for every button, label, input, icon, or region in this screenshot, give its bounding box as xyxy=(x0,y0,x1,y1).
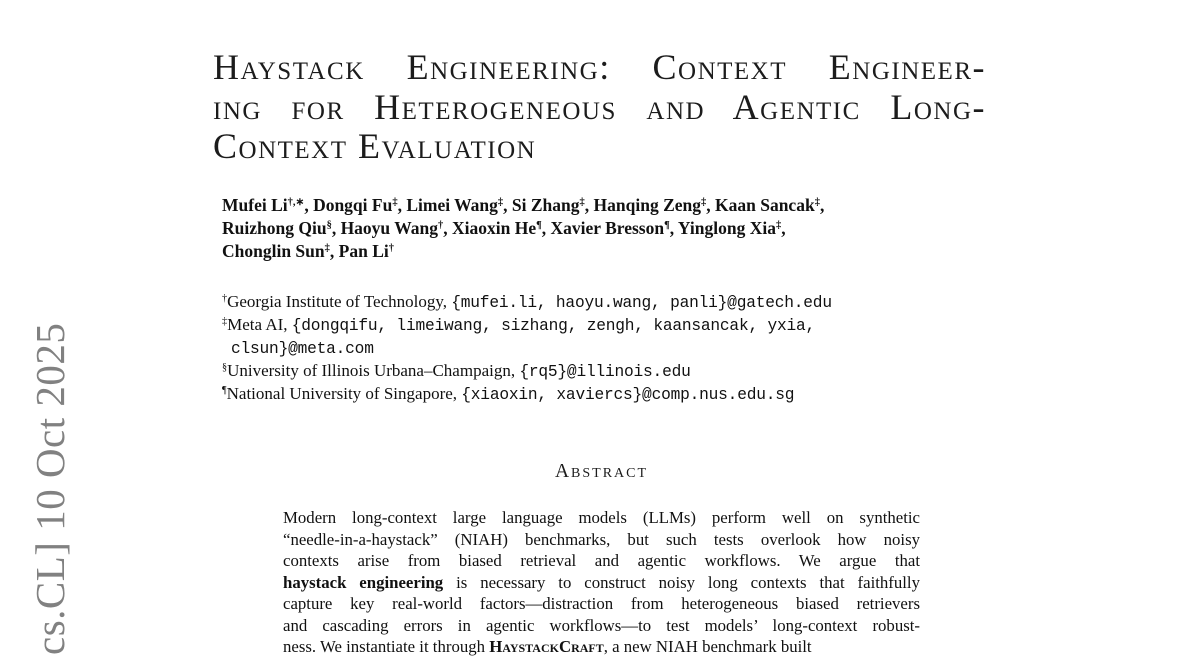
author-superscript: ¶ xyxy=(664,220,670,232)
author-superscript: ‡ xyxy=(701,197,707,209)
author-separator: , xyxy=(706,195,715,215)
abstract-heading: Abstract xyxy=(554,461,649,482)
affiliation-institution: Georgia Institute of Technology, xyxy=(227,292,452,311)
abstract-line-5 xyxy=(283,593,920,615)
abstract-text-segment: Modern long-context large language models (LLMs) perform well on synthetic xyxy=(283,508,920,527)
affiliation-superscript: § xyxy=(222,362,228,374)
author-superscript: ¶ xyxy=(536,220,542,232)
title-line-1: Haystack Engineering: Context Engineer- xyxy=(213,47,986,87)
affiliation-line-1 xyxy=(222,291,832,314)
author-superscript: ‡ xyxy=(814,197,820,209)
affiliation-line-3 xyxy=(231,337,832,360)
abstract-text-segment: “needle-in-a-haystack” (NIAH) benchmarks, but such tests overlook how noisy xyxy=(283,529,920,549)
author-name: Xavier Bresson xyxy=(550,218,665,238)
affiliation-superscript: ‡ xyxy=(222,316,228,328)
author-superscript: § xyxy=(326,220,332,232)
abstract-text-segment: , a new NIAH benchmark built xyxy=(603,637,812,656)
author-name: Si Zhang xyxy=(511,195,580,215)
abstract-text-segment: HaystackCraft xyxy=(489,637,604,656)
affiliation-line-5 xyxy=(222,383,832,406)
author-name: Yinglong Xia xyxy=(677,218,776,238)
author-name: Xiaoxin He xyxy=(451,218,537,238)
author-block xyxy=(222,194,824,263)
abstract-text-segment: contexts arise from biased retrieval and agentic workflows. We argue that xyxy=(283,551,920,570)
affiliation-institution: University of Illinois Urbana–Champaign, xyxy=(227,361,520,380)
abstract-text-segment: haystack engineering xyxy=(283,572,444,592)
author-superscript: † xyxy=(388,243,394,255)
affiliation-emails: {xiaoxin, xaviercs}@comp.nus.edu.sg xyxy=(461,386,795,404)
author-superscript: ‡ xyxy=(579,197,585,209)
author-superscript: ‡ xyxy=(775,220,782,232)
author-separator: , xyxy=(329,241,339,261)
abstract-body xyxy=(283,507,920,658)
title-line-3: Context Evaluation xyxy=(213,126,537,166)
author-name: Kaan Sancak xyxy=(715,195,815,215)
author-superscript: † xyxy=(437,220,444,232)
author-name: Haoyu Wang xyxy=(340,218,438,238)
abstract-text-segment: is necessary to construct noisy long contexts that faithfully xyxy=(443,572,920,592)
author-separator: , xyxy=(331,218,341,238)
author-separator: , xyxy=(541,218,551,238)
affiliation-block xyxy=(222,291,832,406)
affiliation-institution: National University of Singapore, xyxy=(226,384,462,403)
author-name: Ruizhong Qiu xyxy=(222,218,327,238)
author-separator: , xyxy=(584,195,594,215)
author-separator: , xyxy=(819,195,825,215)
author-separator: , xyxy=(669,218,678,238)
author-separator: , xyxy=(304,195,314,215)
author-superscript: †,∗ xyxy=(287,197,305,209)
title-line-2: ing for Heterogeneous and Agentic Long- xyxy=(213,86,986,127)
author-name: Hanqing Zeng xyxy=(593,195,701,215)
author-name: Dongqi Fu xyxy=(313,195,393,215)
abstract-line-4 xyxy=(283,572,920,594)
author-name: Limei Wang xyxy=(406,195,498,215)
paper-title xyxy=(213,48,986,167)
author-line-3 xyxy=(222,240,824,263)
author-superscript: ‡ xyxy=(497,197,504,209)
abstract-line-1 xyxy=(283,507,920,529)
author-superscript: ‡ xyxy=(392,197,398,209)
affiliation-emails: {dongqifu, limeiwang, sizhang, zengh, kaansancak, yxia, xyxy=(291,317,816,335)
affiliation-institution: Meta AI, xyxy=(227,315,292,334)
author-name: Chonglin Sun xyxy=(222,241,325,261)
abstract-text-segment: ness. We instantiate it through xyxy=(283,637,490,656)
author-name: Mufei Li xyxy=(222,195,288,215)
abstract-text-segment: capture key real-world factors—distraction from heterogeneous biased retrievers xyxy=(283,594,920,613)
abstract-line-7 xyxy=(283,636,920,658)
abstract-line-6 xyxy=(283,615,920,637)
author-separator: , xyxy=(443,218,452,238)
abstract-text-segment: and cascading errors in agentic workflows—to test models’ long-context robust- xyxy=(283,615,920,635)
author-line-2 xyxy=(222,217,824,240)
affiliation-superscript: ¶ xyxy=(222,385,227,397)
arxiv-watermark: cs.CL] 10 Oct 2025 xyxy=(27,322,73,655)
affiliation-emails: {rq5}@illinois.edu xyxy=(519,363,691,381)
abstract-line-2 xyxy=(283,529,920,551)
author-line-1 xyxy=(222,194,824,217)
author-name: Pan Li xyxy=(338,241,389,261)
affiliation-emails: clsun}@meta.com xyxy=(231,340,374,358)
author-superscript: ‡ xyxy=(324,243,330,255)
author-separator: , xyxy=(781,218,786,238)
affiliation-superscript: † xyxy=(222,293,228,305)
author-separator: , xyxy=(397,195,407,215)
abstract-line-3 xyxy=(283,550,920,572)
affiliation-line-2 xyxy=(222,314,832,337)
author-separator: , xyxy=(503,195,512,215)
affiliation-emails: {mufei.li, haoyu.wang, panli}@gatech.edu xyxy=(451,294,832,312)
affiliation-line-4 xyxy=(222,360,832,383)
